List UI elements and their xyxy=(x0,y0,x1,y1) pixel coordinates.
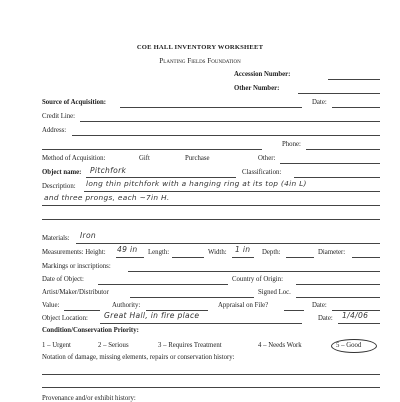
gift-option[interactable]: Gift xyxy=(139,155,150,162)
markings-field[interactable] xyxy=(128,271,380,272)
purchase-option[interactable]: Purchase xyxy=(185,155,210,162)
object-location-value: Great Hall, in fire place xyxy=(104,311,200,320)
object-name-label: Object name: xyxy=(42,169,82,176)
artist-label: Artist/Maker/Distributor xyxy=(42,289,109,296)
width-field[interactable] xyxy=(232,257,254,258)
depth-label: Depth: xyxy=(262,249,281,256)
description-value-line1: long thin pitchfork with a hanging ring at its top (4in L) xyxy=(86,179,307,188)
authority-label: Authority: xyxy=(112,302,141,309)
condition-needs-work[interactable]: 4 – Needs Work xyxy=(258,342,302,349)
classification-field[interactable] xyxy=(294,177,380,178)
date-of-object-field[interactable] xyxy=(98,284,228,285)
height-field[interactable] xyxy=(116,257,144,258)
credit-line-label: Credit Line: xyxy=(42,113,76,120)
object-name-field[interactable] xyxy=(86,177,236,178)
foundation-name: Planting Fields Foundation xyxy=(159,57,241,65)
country-of-origin-field[interactable] xyxy=(296,284,380,285)
value-field[interactable] xyxy=(64,310,100,311)
artist-field[interactable] xyxy=(130,297,254,298)
location-date-label: Date: xyxy=(318,315,333,322)
condition-good-circle-mark xyxy=(331,339,377,353)
appraisal-field[interactable] xyxy=(284,310,304,311)
diameter-label: Diameter: xyxy=(318,249,346,256)
accession-number-field[interactable] xyxy=(328,79,380,80)
acquisition-date-field[interactable] xyxy=(332,107,380,108)
markings-label: Markings or inscriptions: xyxy=(42,263,111,270)
description-label: Description: xyxy=(42,183,76,190)
address-label: Address: xyxy=(42,127,67,134)
source-of-acquisition-field[interactable] xyxy=(120,107,302,108)
other-method-label: Other: xyxy=(258,155,276,162)
diameter-field[interactable] xyxy=(352,257,380,258)
signed-loc-field[interactable] xyxy=(296,297,380,298)
credit-line-field[interactable] xyxy=(80,121,380,122)
description-field-2[interactable] xyxy=(42,205,380,206)
depth-field[interactable] xyxy=(286,257,314,258)
country-of-origin-label: Country of Origin: xyxy=(232,276,283,283)
object-name-value: Pitchfork xyxy=(90,166,127,175)
condition-urgent[interactable]: 1 – Urgent xyxy=(42,342,71,349)
other-number-label: Other Number: xyxy=(234,85,280,92)
other-method-field[interactable] xyxy=(280,163,380,164)
acquisition-date-label: Date: xyxy=(312,99,327,106)
source-of-acquisition-label: Source of Acquisition: xyxy=(42,99,107,106)
appraisal-label: Appraisal on File? xyxy=(218,302,269,309)
condition-requires-treatment[interactable]: 3 – Requires Treatment xyxy=(158,342,222,349)
description-value-line2: and three prongs, each ~7in H. xyxy=(44,193,170,202)
width-value: 1 in xyxy=(235,245,251,254)
value-label: Value: xyxy=(42,302,60,309)
phone-label: Phone: xyxy=(282,141,301,148)
phone-field[interactable] xyxy=(306,149,380,150)
notation-label: Notation of damage, missing elements, repairs or conservation history: xyxy=(42,354,235,361)
appraisal-date-label: Date: xyxy=(312,302,327,309)
signed-loc-label: Signed Loc. xyxy=(258,289,291,296)
classification-label: Classification: xyxy=(242,169,282,176)
accession-number-label: Accession Number: xyxy=(234,71,291,78)
address-field-1[interactable] xyxy=(72,135,380,136)
materials-field[interactable] xyxy=(76,243,380,244)
notation-field-1[interactable] xyxy=(42,374,380,375)
worksheet-title: COE HALL INVENTORY WORKSHEET xyxy=(136,44,264,51)
location-date-value: 1/4/06 xyxy=(342,311,369,320)
measurements-height-label: Measurements: Height: xyxy=(42,249,106,256)
description-field-1[interactable] xyxy=(84,191,380,192)
location-date-field[interactable] xyxy=(338,323,380,324)
address-field-2[interactable] xyxy=(42,149,262,150)
height-value: 49 in xyxy=(117,245,138,254)
condition-serious[interactable]: 2 – Serious xyxy=(98,342,129,349)
method-of-acquisition-label: Method of Acquisition: xyxy=(42,155,106,162)
object-location-field[interactable] xyxy=(100,323,302,324)
notation-field-2[interactable] xyxy=(42,387,380,388)
width-label: Width: xyxy=(208,249,227,256)
provenance-label: Provenance and/or exhibit history: xyxy=(42,395,136,402)
condition-good[interactable]: 5 – Good xyxy=(336,342,362,349)
materials-label: Materials: xyxy=(42,235,70,242)
object-location-label: Object Location: xyxy=(42,315,88,322)
description-field-3[interactable] xyxy=(42,219,380,220)
other-number-field[interactable] xyxy=(298,93,380,94)
materials-value: Iron xyxy=(80,231,97,240)
date-of-object-label: Date of Object: xyxy=(42,276,84,283)
length-label: Length: xyxy=(148,249,170,256)
condition-priority-label: Condition/Conservation Priority: xyxy=(42,327,139,334)
length-field[interactable] xyxy=(172,257,204,258)
